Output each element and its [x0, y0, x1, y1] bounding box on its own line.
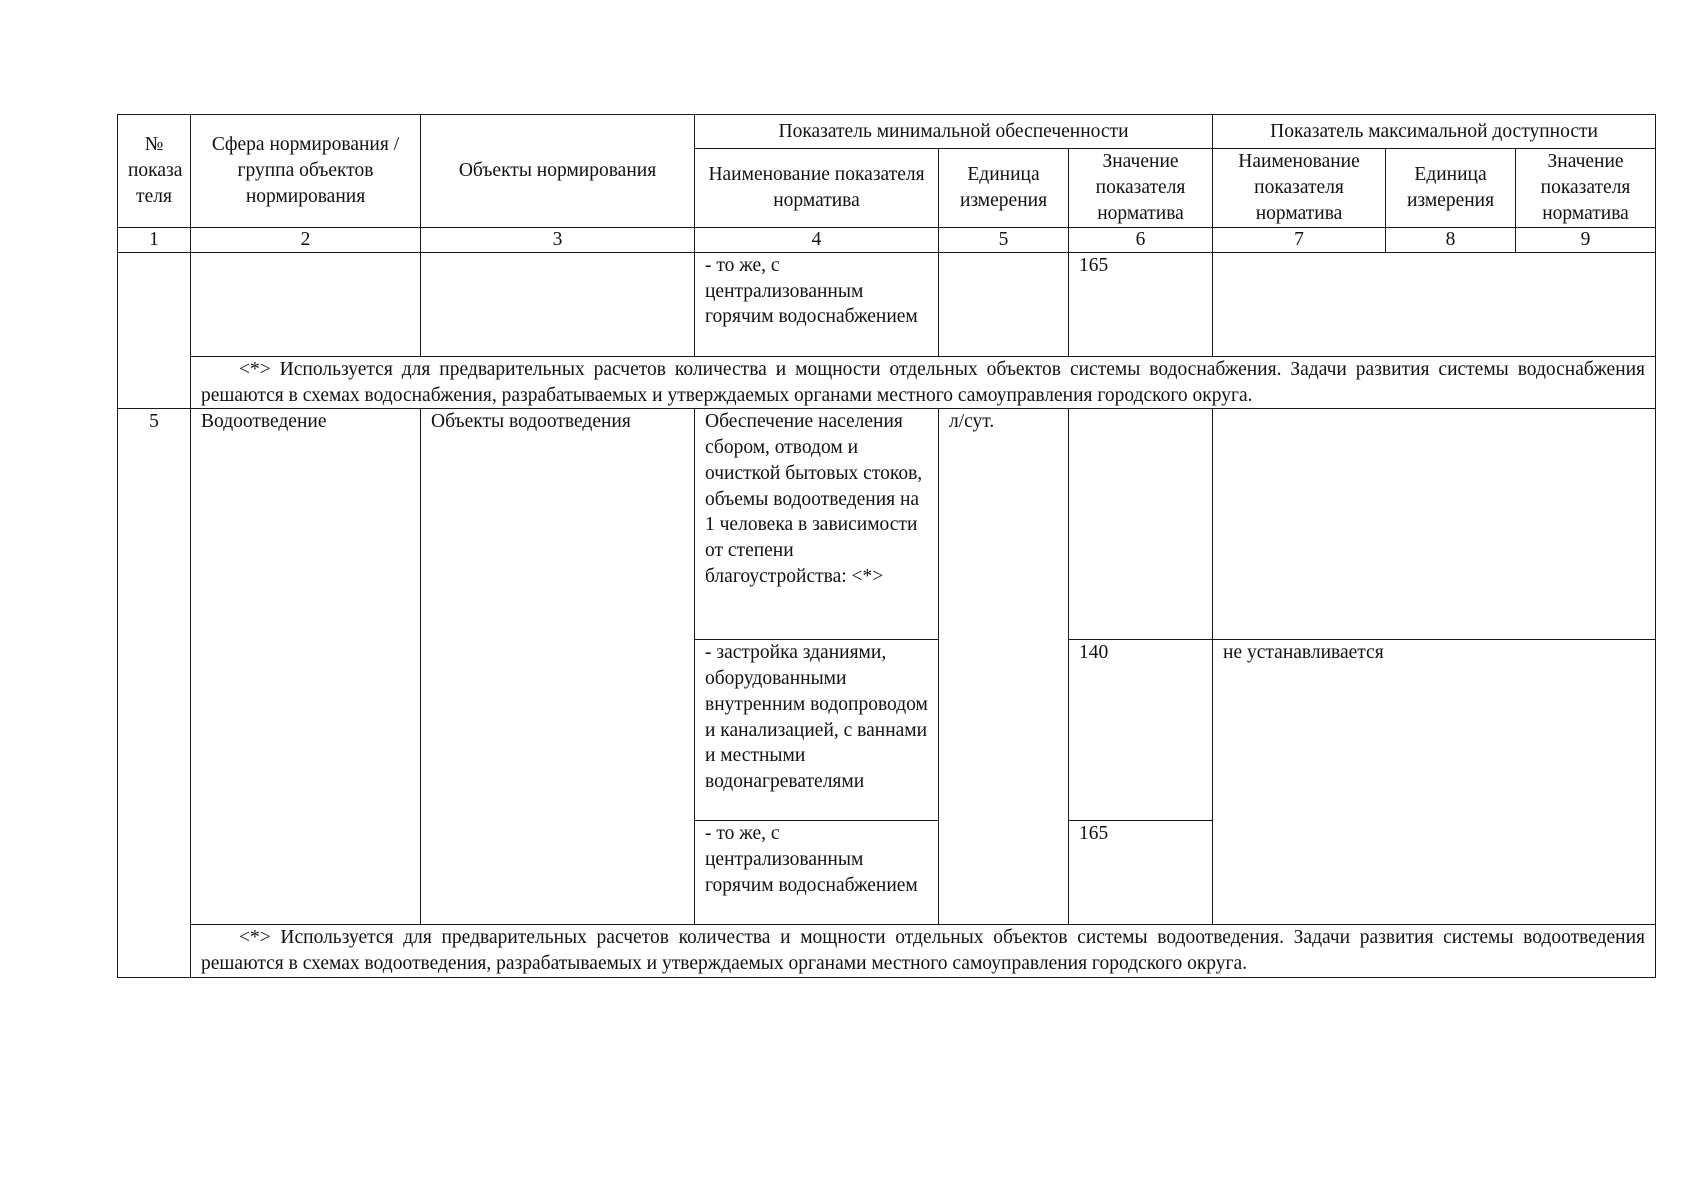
cell-num-empty	[118, 253, 191, 409]
header-max-unit: Единица измерения	[1386, 149, 1516, 228]
footnote-water-supply: <*> Используется для предварительных расчетов количества и мощности отдельных объектов системы водоснабжения. Задачи развития системы водоснабжения решаются в схемах водоснабжения, разрабатываемых и утверждаемых органами местного самоуправления городского округа.	[191, 357, 1656, 409]
column-number: 9	[1516, 228, 1656, 253]
column-numbers-row	[118, 228, 1656, 253]
note-row	[118, 925, 1656, 977]
cell-unit-empty	[939, 253, 1069, 357]
column-number: 6	[1069, 228, 1213, 253]
table-row	[118, 409, 1656, 640]
cell-sphere-empty	[191, 253, 421, 357]
header-max-value: Значение показателя норматива	[1516, 149, 1656, 228]
table-row	[118, 253, 1656, 357]
header-min-name: Наименование показателя норматива	[695, 149, 939, 228]
header-col-objects: Объекты нормирования	[421, 115, 695, 228]
header-max-name: Наименование показателя норматива	[1213, 149, 1386, 228]
column-number: 1	[118, 228, 191, 253]
cell-num: 5	[118, 409, 191, 977]
cell-indicator-name: Обеспечение населения сбором, отводом и очисткой бытовых стоков, объемы водоотведения на 1 человека в зависимости от степени благоустройства: <*>	[695, 409, 939, 640]
column-number: 3	[421, 228, 695, 253]
header-group-max: Показатель максимальной доступности	[1213, 115, 1656, 149]
header-row-1	[118, 115, 1656, 149]
cell-indicator-name: - застройка зданиями, оборудованными внутренним водопроводом и канализацией, с ваннами и местными водонагревателями	[695, 640, 939, 821]
cell-indicator-value: 140	[1069, 640, 1213, 821]
column-number: 2	[191, 228, 421, 253]
cell-sphere: Водоотведение	[191, 409, 421, 925]
cell-indicator-name: - то же, с централизованным горячим водоснабжением	[695, 821, 939, 925]
column-number: 8	[1386, 228, 1516, 253]
norms-table	[117, 114, 1656, 978]
column-number: 7	[1213, 228, 1386, 253]
cell-objects-empty	[421, 253, 695, 357]
column-number: 5	[939, 228, 1069, 253]
cell-indicator-value	[1069, 409, 1213, 640]
column-number: 4	[695, 228, 939, 253]
cell-max-text: не устанавливается	[1213, 640, 1656, 925]
cell-unit: л/сут.	[939, 409, 1069, 925]
footnote-wastewater: <*> Используется для предварительных расчетов количества и мощности отдельных объектов системы водоотведения. Задачи развития системы водоотведения решаются в схемах водоотведения, разрабатываемых и утверждаемых органами местного самоуправления городского округа.	[191, 925, 1656, 977]
cell-indicator-name: - то же, с централизованным горячим водоснабжением	[695, 253, 939, 357]
cell-max-empty	[1213, 409, 1656, 640]
header-col-sphere: Сфера нормирования / группа объектов нормирования	[191, 115, 421, 228]
header-min-value: Значение показателя норматива	[1069, 149, 1213, 228]
cell-indicator-value: 165	[1069, 821, 1213, 925]
cell-objects: Объекты водоотведения	[421, 409, 695, 925]
header-group-min: Показатель минимальной обеспеченности	[695, 115, 1213, 149]
note-row	[118, 357, 1656, 409]
header-min-unit: Единица измерения	[939, 149, 1069, 228]
header-col-num: № показа теля	[118, 115, 191, 228]
cell-max-empty	[1213, 253, 1656, 357]
cell-indicator-value: 165	[1069, 253, 1213, 357]
